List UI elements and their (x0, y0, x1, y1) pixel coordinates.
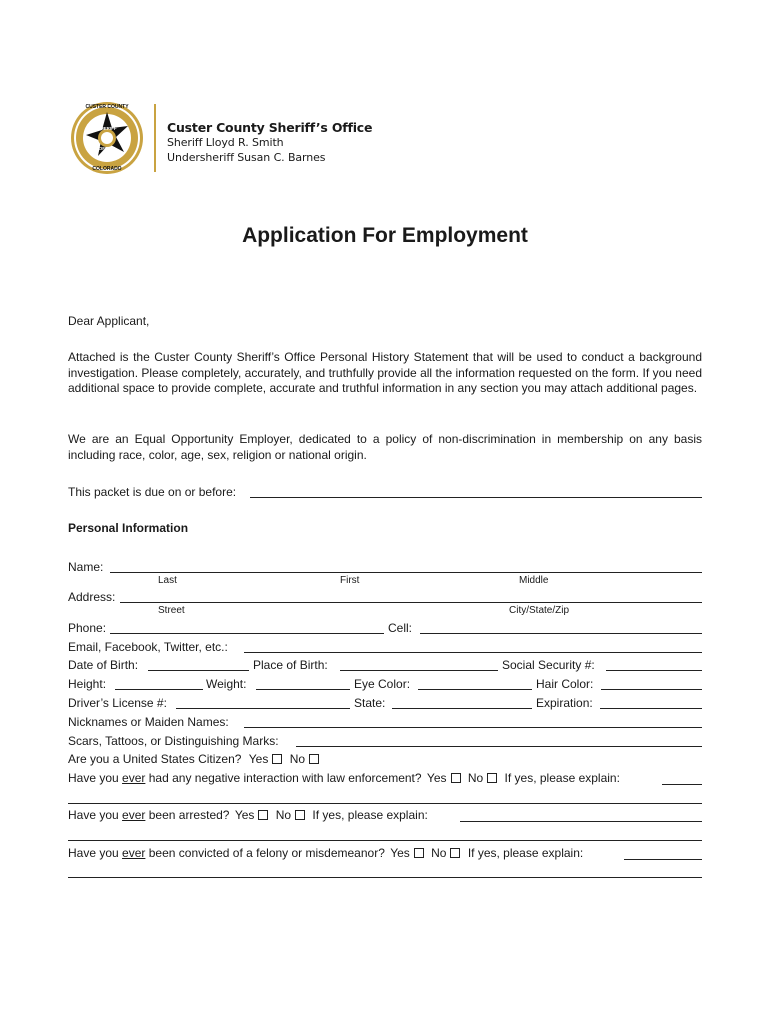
law-question (68, 771, 620, 785)
document-title: Application For Employment (242, 224, 528, 247)
name-last-label: Last (158, 575, 177, 586)
due-label: This packet is due on or before: (68, 485, 237, 499)
citizen-no-checkbox[interactable] (309, 754, 319, 764)
office-name: Custer County Sheriff’s Office (167, 120, 373, 135)
arrest-explain-field[interactable] (460, 821, 702, 822)
eeo-paragraph: We are an Equal Opportunity Employer, dedicated to a policy of non-discrimination in membership on any basis including race, color, age, sex, religion or national origin. (68, 432, 702, 462)
arrest-explain-label: If yes, please explain: (312, 808, 428, 822)
law-explain-field[interactable] (662, 784, 702, 785)
weight-label: Weight: (206, 677, 247, 691)
felony-explain-field-2[interactable] (68, 877, 702, 878)
arrest-question (68, 808, 428, 822)
arrest-explain-field-2[interactable] (68, 840, 702, 841)
arrest-yes-label: Yes (234, 808, 255, 822)
citizen-question-text: Are you a United States Citizen? (68, 752, 242, 766)
expiration-label: Expiration: (536, 696, 593, 710)
felony-explain-field[interactable] (624, 859, 702, 860)
seal-text-center-1: SHERIFF (97, 126, 117, 131)
felony-yes-checkbox[interactable] (414, 848, 424, 858)
law-yes-label: Yes (426, 771, 447, 785)
pob-field[interactable] (340, 670, 498, 671)
seal-text-bottom: COLORADO (92, 166, 122, 172)
law-yes-checkbox[interactable] (451, 773, 461, 783)
name-field[interactable] (110, 572, 702, 573)
law-explain-label: If yes, please explain: (504, 771, 620, 785)
seal-text (68, 100, 146, 176)
phone-label: Phone: (68, 621, 107, 635)
citizen-no-label: No (289, 752, 306, 766)
scars-field[interactable] (296, 746, 702, 747)
expiration-field[interactable] (600, 708, 702, 709)
seal-text-top: CUSTER COUNTY (85, 104, 129, 110)
law-question-text: had any negative interaction with law enforcement? (148, 771, 422, 785)
hair-color-label: Hair Color: (536, 677, 594, 691)
citizen-yes-label: Yes (248, 752, 269, 766)
felony-explain-label: If yes, please explain: (467, 846, 584, 860)
nicknames-label: Nicknames or Maiden Names: (68, 715, 229, 729)
felony-no-checkbox[interactable] (450, 848, 460, 858)
address-label: Address: (68, 590, 116, 604)
law-ever: ever (122, 771, 146, 785)
dob-field[interactable] (148, 670, 249, 671)
felony-question-text: been convicted of a felony or misdemeanor? (148, 846, 385, 860)
arrest-yes-checkbox[interactable] (258, 810, 268, 820)
address-city-label: City/State/Zip (509, 605, 570, 616)
section-title: Personal Information (68, 521, 189, 535)
header-divider (154, 104, 156, 172)
name-middle-label: Middle (519, 575, 549, 586)
dob-label: Date of Birth: (68, 658, 139, 672)
law-no-label: No (467, 771, 484, 785)
citizen-question (68, 752, 323, 766)
address-street-label: Street (158, 605, 185, 616)
name-label: Name: (68, 560, 104, 574)
address-field[interactable] (120, 602, 702, 603)
nicknames-field[interactable] (244, 727, 702, 728)
felony-have-you: Have you (68, 846, 119, 860)
law-no-checkbox[interactable] (487, 773, 497, 783)
felony-question (68, 846, 583, 860)
arrest-question-text: been arrested? (148, 808, 230, 822)
undersheriff-name: Undersheriff Susan C. Barnes (167, 151, 326, 164)
arrest-have-you: Have you (68, 808, 119, 822)
arrest-no-checkbox[interactable] (295, 810, 305, 820)
scars-label: Scars, Tattoos, or Distinguishing Marks: (68, 734, 279, 748)
pob-label: Place of Birth: (253, 658, 328, 672)
cell-field[interactable] (420, 633, 702, 634)
intro-paragraph: Attached is the Custer County Sheriff’s Office Personal History Statement that will be used to conduct a background investigation. Please completely, accurately, and truthfully provide all the information requested on the form. If you need additional space to provide complete, accurate and truthful information in any section you may attach additional pages. (68, 350, 702, 395)
state-field[interactable] (392, 708, 532, 709)
cell-label: Cell: (388, 621, 413, 635)
law-have-you: Have you (68, 771, 119, 785)
felony-ever: ever (122, 846, 146, 860)
felony-no-label: No (431, 846, 447, 860)
eye-color-field[interactable] (418, 689, 532, 690)
greeting: Dear Applicant, (68, 314, 150, 328)
ssn-label: Social Security #: (502, 658, 595, 672)
email-field[interactable] (244, 652, 702, 653)
citizen-yes-checkbox[interactable] (272, 754, 282, 764)
license-label: Driver’s License #: (68, 696, 167, 710)
eye-color-label: Eye Color: (354, 677, 411, 691)
phone-field[interactable] (110, 633, 384, 634)
name-first-label: First (340, 575, 360, 586)
height-label: Height: (68, 677, 107, 691)
law-explain-field-2[interactable] (68, 803, 702, 804)
sheriff-name: Sheriff Lloyd R. Smith (167, 136, 284, 149)
hair-color-field[interactable] (601, 689, 702, 690)
weight-field[interactable] (256, 689, 350, 690)
email-label: Email, Facebook, Twitter, etc.: (68, 640, 228, 654)
arrest-no-label: No (275, 808, 292, 822)
state-label: State: (354, 696, 386, 710)
felony-yes-label: Yes (390, 846, 410, 860)
height-field[interactable] (115, 689, 203, 690)
ssn-field[interactable] (606, 670, 702, 671)
due-date-field[interactable] (250, 497, 702, 498)
arrest-ever: ever (122, 808, 146, 822)
seal-text-center-2: OFFICE (98, 146, 116, 151)
license-field[interactable] (176, 708, 350, 709)
